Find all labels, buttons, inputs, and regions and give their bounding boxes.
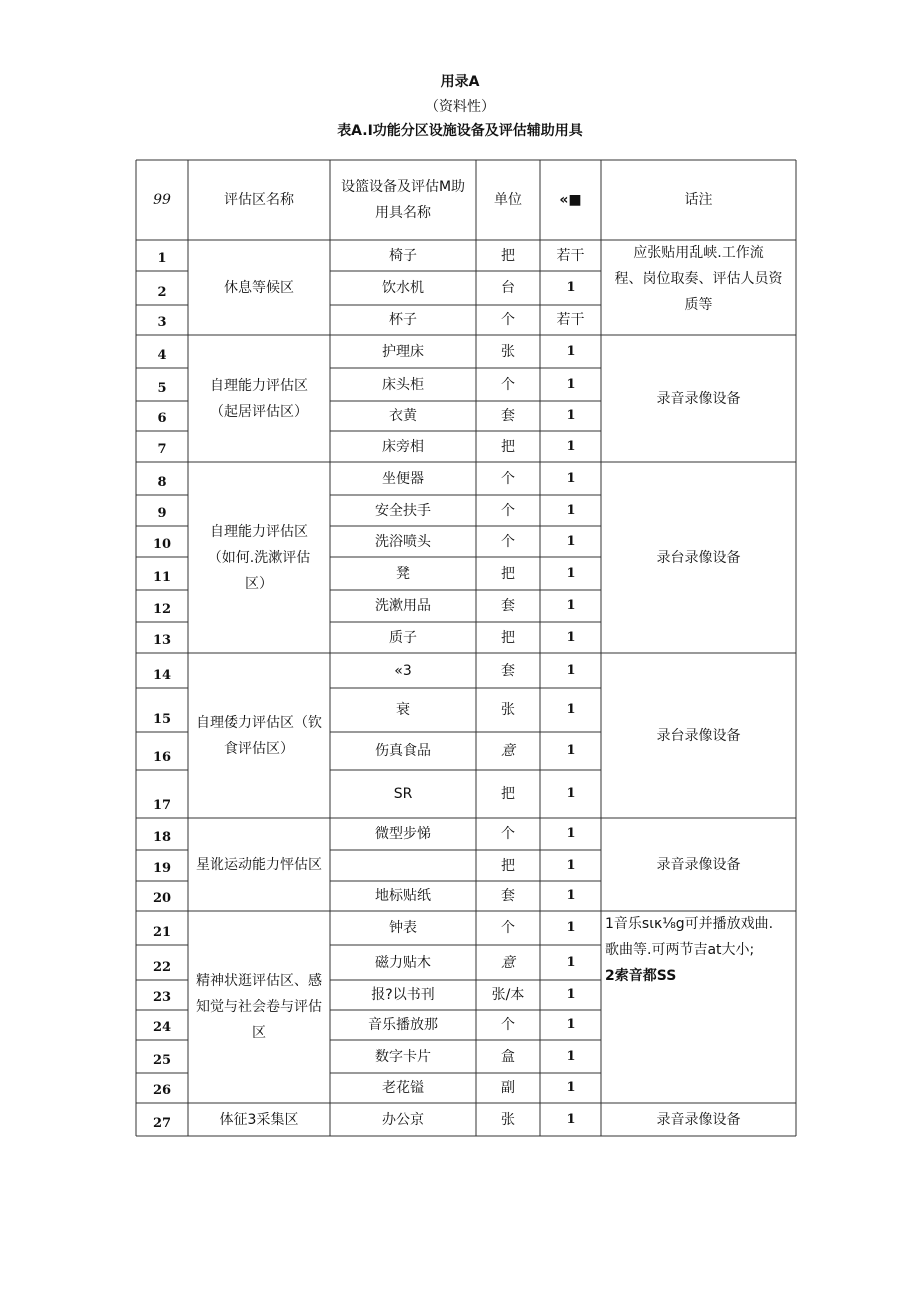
item-quantity: 1 bbox=[566, 663, 576, 678]
item-quantity: 1 bbox=[566, 858, 576, 873]
item-quantity: 若干 bbox=[556, 312, 585, 328]
item-unit: 把 bbox=[501, 247, 515, 264]
item-name: 床头柜 bbox=[382, 376, 424, 393]
note-line: 程、岗位取奏、评估人员资 bbox=[614, 271, 783, 287]
item-name: 质子 bbox=[389, 629, 417, 646]
item-unit: 张/本 bbox=[491, 987, 525, 1003]
header-qty: «■ bbox=[559, 192, 582, 208]
row-number: 7 bbox=[157, 442, 167, 457]
note-line: 歌曲等.可两节吉at大小; bbox=[605, 942, 755, 958]
item-quantity: 1 bbox=[566, 987, 576, 1002]
item-unit: 个 bbox=[501, 376, 515, 393]
note-line: 2索音都SS bbox=[605, 968, 677, 984]
header-item bbox=[330, 160, 476, 240]
zone-cell bbox=[188, 911, 330, 1103]
row-number: 6 bbox=[157, 411, 167, 426]
row-number: 26 bbox=[152, 1083, 172, 1098]
item-quantity: 1 bbox=[566, 439, 576, 454]
row-number: 11 bbox=[152, 570, 172, 585]
row-number: 27 bbox=[152, 1116, 172, 1131]
item-unit: 张 bbox=[501, 702, 515, 718]
item-unit: 套 bbox=[501, 408, 515, 424]
header-unit: 单位 bbox=[494, 192, 522, 208]
row-number: 16 bbox=[152, 750, 172, 765]
item-name: 床旁相 bbox=[382, 438, 424, 455]
row-number: 13 bbox=[152, 633, 172, 648]
row-number: 3 bbox=[157, 315, 167, 330]
note-cell: 录音录像设备 bbox=[656, 390, 741, 407]
item-unit: 套 bbox=[501, 888, 515, 904]
item-name: 报?以书刊 bbox=[371, 987, 435, 1003]
zone-line: 自理能力评估区 bbox=[210, 377, 308, 394]
item-unit: 台 bbox=[501, 280, 515, 296]
item-quantity: 1 bbox=[566, 280, 576, 295]
row-number: 8 bbox=[157, 475, 167, 490]
item-unit: 意 bbox=[501, 954, 515, 971]
row-number: 23 bbox=[152, 990, 172, 1005]
table-title: 表A.I功能分区设施设备及评估辅助用具 bbox=[337, 123, 583, 139]
item-unit: 张 bbox=[501, 1111, 515, 1128]
item-unit: 把 bbox=[501, 857, 515, 874]
row-number: 22 bbox=[152, 960, 172, 975]
item-unit: 个 bbox=[501, 533, 515, 550]
item-quantity: 1 bbox=[566, 408, 576, 423]
item-name: 微型步悌 bbox=[375, 826, 431, 842]
zone-cell: 体征3采集区 bbox=[219, 1111, 299, 1128]
item-name: 地标贴纸 bbox=[375, 888, 431, 904]
item-unit: 把 bbox=[501, 565, 515, 582]
item-name: 洗浴喷头 bbox=[375, 533, 431, 550]
item-unit: 意 bbox=[501, 743, 515, 759]
row-number: 4 bbox=[157, 348, 167, 363]
row-number: 12 bbox=[152, 602, 172, 617]
item-quantity: 1 bbox=[566, 786, 576, 801]
item-unit: 个 bbox=[501, 502, 515, 519]
item-name: 衰 bbox=[396, 702, 410, 718]
row-number: 20 bbox=[152, 891, 172, 906]
note-cell bbox=[601, 911, 796, 1103]
item-quantity: 1 bbox=[566, 534, 576, 549]
item-unit: 个 bbox=[501, 920, 515, 936]
item-quantity: 若干 bbox=[556, 247, 585, 264]
row-number: 15 bbox=[152, 712, 172, 727]
item-name: 坐便器 bbox=[382, 470, 424, 487]
note-cell bbox=[601, 240, 796, 335]
item-name: 凳 bbox=[396, 565, 410, 582]
header-note: 话注 bbox=[684, 192, 713, 208]
item-quantity: 1 bbox=[566, 630, 576, 645]
item-quantity: 1 bbox=[566, 1017, 576, 1032]
item-name bbox=[330, 850, 476, 881]
note-cell: 录音录像设备 bbox=[656, 856, 741, 873]
item-name: 安全扶手 bbox=[375, 502, 431, 519]
item-name: 钟表 bbox=[389, 920, 417, 936]
zone-line: 区 bbox=[252, 1025, 266, 1041]
item-quantity: 1 bbox=[566, 1112, 576, 1127]
item-name: 数字卡片 bbox=[375, 1048, 431, 1065]
item-name: 护理床 bbox=[382, 343, 424, 360]
row-number: 19 bbox=[152, 861, 172, 876]
row-number: 25 bbox=[152, 1053, 172, 1068]
row-number: 9 bbox=[157, 506, 167, 521]
item-unit: 个 bbox=[501, 312, 515, 328]
zone-cell bbox=[188, 335, 330, 462]
item-unit: 张 bbox=[501, 343, 515, 360]
item-name: 音乐播放那 bbox=[368, 1017, 438, 1033]
item-quantity: 1 bbox=[566, 702, 576, 717]
item-name: 老花镒 bbox=[382, 1080, 424, 1096]
item-name: 洗漱用品 bbox=[375, 598, 431, 614]
zone-cell: 休息等候区 bbox=[224, 279, 294, 296]
zone-line: 自理倭力评估区（钦 bbox=[196, 714, 322, 731]
zone-line: 自理能力评估区 bbox=[210, 523, 308, 540]
zone-line: 知觉与社会卷与评估 bbox=[196, 999, 322, 1015]
header-zone: 评估区名称 bbox=[224, 192, 294, 208]
zone-line: （起居评估区） bbox=[210, 403, 308, 420]
appendix-nature: （资料性） bbox=[425, 99, 495, 115]
item-quantity: 1 bbox=[566, 598, 576, 613]
item-quantity: 1 bbox=[566, 1080, 576, 1095]
item-quantity: 1 bbox=[566, 377, 576, 392]
row-number: 21 bbox=[152, 925, 172, 940]
item-quantity: 1 bbox=[566, 743, 576, 758]
item-name: «3 bbox=[394, 662, 412, 679]
zone-line: 区） bbox=[245, 575, 273, 592]
item-unit: 套 bbox=[501, 662, 515, 679]
item-unit: 把 bbox=[501, 438, 515, 455]
item-quantity: 1 bbox=[566, 471, 576, 486]
item-unit: 个 bbox=[501, 826, 515, 842]
item-name: 磁力贴木 bbox=[375, 954, 431, 971]
row-number: 14 bbox=[152, 668, 172, 683]
header-item-line1: 设篮设备及评估M助 bbox=[340, 179, 466, 195]
item-unit: 盒 bbox=[501, 1048, 515, 1065]
header-item-line2: 用具名称 bbox=[375, 205, 431, 221]
zone-cell: 星讹运动能力怦估区 bbox=[196, 856, 322, 873]
row-number: 18 bbox=[152, 830, 172, 845]
zone-line: 精神状逛评估区、感 bbox=[196, 973, 322, 989]
item-quantity: 1 bbox=[566, 888, 576, 903]
zone-line: 食评估区） bbox=[224, 740, 294, 757]
row-number: 2 bbox=[157, 285, 167, 300]
zone-line: （如何.洗漱评估 bbox=[207, 549, 311, 566]
item-quantity: 1 bbox=[566, 503, 576, 518]
item-unit: 副 bbox=[501, 1080, 515, 1096]
item-quantity: 1 bbox=[566, 955, 576, 970]
item-name: 办公京 bbox=[382, 1111, 424, 1128]
item-quantity: 1 bbox=[566, 1049, 576, 1064]
item-name: 伤真食品 bbox=[375, 743, 431, 759]
note-line: 1音乐sικ⅛g可并播放戏曲. bbox=[605, 916, 774, 932]
note-line: 应张贴用乱峡.工作流 bbox=[633, 245, 764, 261]
item-name: 椅子 bbox=[389, 247, 417, 264]
row-number: 24 bbox=[152, 1020, 172, 1035]
row-number: 17 bbox=[152, 798, 172, 813]
item-quantity: 1 bbox=[566, 826, 576, 841]
item-unit: 个 bbox=[501, 470, 515, 487]
header-seq: 99 bbox=[153, 192, 171, 208]
item-unit: 把 bbox=[501, 629, 515, 646]
item-unit: 套 bbox=[501, 598, 515, 614]
zone-cell bbox=[188, 653, 330, 818]
item-name: 衣黄 bbox=[389, 408, 417, 424]
row-number: 10 bbox=[152, 537, 172, 552]
note-cell: 录台录像设备 bbox=[656, 727, 741, 744]
item-name: 杯子 bbox=[389, 312, 417, 328]
note-line: 质等 bbox=[684, 297, 713, 313]
row-number: 5 bbox=[157, 381, 167, 396]
note-cell: 录音录像设备 bbox=[656, 1111, 741, 1128]
item-quantity: 1 bbox=[566, 920, 576, 935]
row-number: 1 bbox=[157, 251, 167, 266]
item-unit: 把 bbox=[501, 786, 515, 802]
note-cell: 录台录像设备 bbox=[656, 549, 741, 566]
zone-cell bbox=[188, 462, 330, 653]
item-name: 饮水机 bbox=[382, 280, 424, 296]
appendix-title: 用录A bbox=[440, 74, 480, 90]
item-name: SR bbox=[393, 786, 413, 802]
item-quantity: 1 bbox=[566, 566, 576, 581]
item-unit: 个 bbox=[501, 1017, 515, 1033]
item-quantity: 1 bbox=[566, 344, 576, 359]
